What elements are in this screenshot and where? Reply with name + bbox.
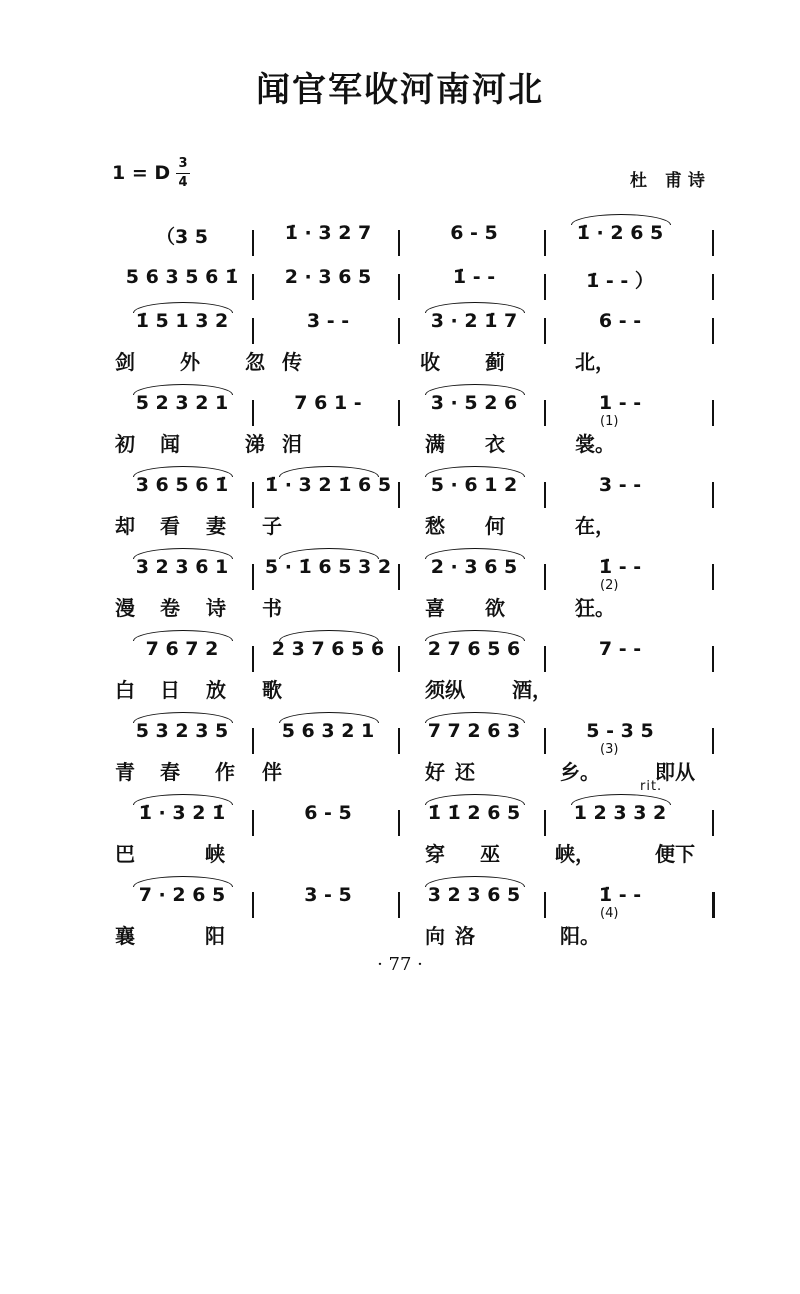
lyric-word: 北， <box>575 350 615 374</box>
lyric-word: 穿 <box>425 842 445 866</box>
measure <box>404 288 544 348</box>
measure-notes: 3 - - <box>598 474 642 496</box>
ritardando-mark: rit. <box>640 779 663 794</box>
lyric-word: 剑 <box>115 350 135 374</box>
barline <box>398 728 400 754</box>
measure <box>112 452 252 512</box>
measure-notes: 3 6 5 6 1̇ <box>135 474 229 496</box>
measure <box>258 616 398 676</box>
lyric-word: 看 <box>160 514 180 538</box>
lyric-word: 在， <box>575 514 615 538</box>
barline <box>252 318 254 344</box>
lyric-word: 阳。 <box>560 924 600 948</box>
lyric-word: 衣 <box>485 432 505 456</box>
measure-notes: （3 5 <box>155 226 209 248</box>
measure <box>258 698 398 758</box>
measure-notes: 1̇ · 3 2 1̇ <box>138 802 226 824</box>
lyric-word: 喜 <box>425 596 445 620</box>
measure <box>258 370 398 430</box>
barline <box>398 482 400 508</box>
score-row <box>0 288 800 348</box>
footnote-marker: (2) <box>600 578 619 593</box>
lyric-word: 作 <box>215 760 235 784</box>
measure <box>404 780 544 840</box>
measure <box>550 452 690 512</box>
lyric-word: 襄 <box>115 924 135 948</box>
score-row <box>0 370 800 430</box>
lyric-word: 泪 <box>282 432 302 456</box>
measure <box>550 862 690 922</box>
measure-notes: 7 7 2 6 3 <box>427 720 521 742</box>
measure <box>550 698 690 758</box>
score-row <box>0 862 800 922</box>
measure-notes: 2 · 3 6 5 <box>284 266 372 288</box>
barline <box>544 892 546 918</box>
lyric-word: 愁 <box>425 514 445 538</box>
measure-notes: 6 - 5 <box>450 222 498 244</box>
measure <box>550 616 690 676</box>
measure-notes: 3 - 5 <box>304 884 352 906</box>
lyric-word: 酒， <box>512 678 552 702</box>
lyric-word: 何 <box>485 514 505 538</box>
measure-notes: 7 · 2 6 5 <box>138 884 226 906</box>
measure <box>258 780 398 840</box>
barline <box>712 482 714 508</box>
measure <box>550 534 690 594</box>
barline <box>544 646 546 672</box>
measure-notes: 5 2 3 2 1 <box>135 392 229 414</box>
measure-notes: 3 · 5 2 6 <box>430 392 518 414</box>
measure <box>112 780 252 840</box>
lyric-word: 放 <box>206 678 226 702</box>
lyric-word: 妻 <box>206 514 226 538</box>
lyric-word: 忽 <box>245 350 265 374</box>
barline <box>252 892 254 918</box>
lyric-word: 漫 <box>115 596 135 620</box>
lyric-word: 外 <box>180 350 200 374</box>
measure-notes: 2 7 6 5 6 <box>427 638 521 660</box>
lyric-word: 诗 <box>206 596 226 620</box>
lyric-word: 向 <box>425 924 445 948</box>
measure <box>404 862 544 922</box>
measure-notes: 2 3 7 6 5 6 <box>271 638 385 660</box>
lyric-word: 却 <box>115 514 135 538</box>
lyric-word: 日 <box>160 678 180 702</box>
score-row <box>0 780 800 840</box>
author-credit: 杜 甫诗 <box>630 171 711 191</box>
lyric-line <box>0 906 800 950</box>
score-row <box>0 616 800 676</box>
measure-notes: 3 - - <box>306 310 350 332</box>
score-row <box>0 698 800 758</box>
measure-notes: 5 · 1̇ 6 5 3 2 <box>264 556 392 578</box>
measure-notes: 1̇ - - <box>452 266 496 288</box>
score-row <box>0 452 800 512</box>
lyric-word: 春 <box>160 760 180 784</box>
measure-notes: 1̇ · 2 6 5 <box>576 222 664 244</box>
measure-notes: 6 - 5 <box>304 802 352 824</box>
measure <box>404 698 544 758</box>
lyric-word: 峡 <box>205 842 225 866</box>
lyric-word: 还 <box>455 760 475 784</box>
measure-notes: 1̇ - - <box>598 884 642 906</box>
lyric-word: 歌 <box>262 678 282 702</box>
barline <box>544 482 546 508</box>
measure-notes: 1̇ - - <box>598 556 642 578</box>
song-title: 闻官军收河南河北 <box>256 70 544 110</box>
lyric-word: 青 <box>115 760 135 784</box>
lyric-word: 洛 <box>455 924 475 948</box>
measure-notes: 7 - - <box>598 638 642 660</box>
lyric-word: 须纵 <box>425 678 465 702</box>
lyric-word: 便下 <box>655 842 695 866</box>
measure-notes: 3 2 3 6 5 <box>427 884 521 906</box>
measure <box>258 452 398 512</box>
measure <box>112 534 252 594</box>
measure <box>258 862 398 922</box>
lyric-word: 巫 <box>480 842 500 866</box>
barline <box>398 318 400 344</box>
footnote-marker: (3) <box>600 742 619 757</box>
barline <box>398 400 400 426</box>
time-signature-bottom: 4 <box>178 175 188 190</box>
barline <box>712 810 714 836</box>
barline <box>712 728 714 754</box>
page-number: · 77 · <box>377 954 423 975</box>
measure <box>550 780 690 840</box>
measure-notes: 1 - - <box>598 392 642 414</box>
footnote-marker: (1) <box>600 414 619 429</box>
lyric-word: 峡， <box>555 842 595 866</box>
barline <box>398 892 400 918</box>
barline <box>712 318 714 344</box>
lyric-word: 狂。 <box>575 596 615 620</box>
lyric-word: 裳。 <box>575 432 615 456</box>
lyric-word: 伴 <box>262 760 282 784</box>
measure <box>112 370 252 430</box>
lyric-word: 巴 <box>115 842 135 866</box>
lyric-word: 子 <box>262 514 282 538</box>
measure-notes: 5 · 6 1 2 <box>430 474 518 496</box>
measure <box>404 534 544 594</box>
lyric-word: 蓟 <box>485 350 505 374</box>
measure <box>258 288 398 348</box>
measure <box>550 370 690 430</box>
measure-notes: 5 6 3 2 1 <box>281 720 375 742</box>
measure <box>112 862 252 922</box>
measure <box>112 616 252 676</box>
measure <box>404 370 544 430</box>
barline <box>544 318 546 344</box>
measure-notes: 5 - 3 5 <box>586 720 654 742</box>
lyric-word: 满 <box>425 432 445 456</box>
measure-notes: 1̇ - - ） <box>586 270 654 292</box>
lyric-word: 乡。 <box>560 760 600 784</box>
barline <box>252 728 254 754</box>
footnote-marker: (4) <box>600 906 619 921</box>
lyric-word: 传 <box>282 350 302 374</box>
measure-notes: 3 2 3 6 1 <box>135 556 229 578</box>
lyric-word: 涕 <box>245 432 265 456</box>
measure-notes: 7 6 7 2 <box>145 638 219 660</box>
barline <box>398 810 400 836</box>
final-barline <box>712 892 715 918</box>
measure <box>404 452 544 512</box>
score-row <box>0 534 800 594</box>
barline <box>712 646 714 672</box>
measure <box>404 616 544 676</box>
barline <box>398 646 400 672</box>
measure <box>112 698 252 758</box>
barline <box>544 728 546 754</box>
measure-notes: 5 6 3 5 6 1̇ <box>125 266 239 288</box>
measure-notes: 1̇ · 3 2 1̇ 6 5 <box>264 474 392 496</box>
measure-notes: 1̇ 1̇ 2 6 5 <box>427 802 521 824</box>
measure-notes: 1̇ 5 1 3 2 <box>135 310 229 332</box>
key-signature: 1 = D <box>112 162 171 184</box>
barline <box>544 810 546 836</box>
measure <box>258 534 398 594</box>
lyric-word: 好 <box>425 760 445 784</box>
lyric-word: 收 <box>420 350 440 374</box>
barline <box>712 400 714 426</box>
lyric-word: 初 <box>115 432 135 456</box>
lyric-word: 欲 <box>485 596 505 620</box>
lyric-word: 书 <box>262 596 282 620</box>
lyric-word: 卷 <box>160 596 180 620</box>
measure-notes: 6 - - <box>598 310 642 332</box>
measure-notes: 3 · 2 1̇ 7 <box>430 310 518 332</box>
barline <box>252 400 254 426</box>
barline <box>712 564 714 590</box>
lyric-word: 白 <box>115 678 135 702</box>
barline <box>252 564 254 590</box>
measure <box>550 288 690 348</box>
measure-notes: 2 · 3 6 5 <box>430 556 518 578</box>
barline <box>252 810 254 836</box>
barline <box>544 564 546 590</box>
time-signature <box>176 155 190 192</box>
barline <box>252 646 254 672</box>
lyric-word: 阳 <box>205 924 225 948</box>
barline <box>398 564 400 590</box>
measure <box>112 288 252 348</box>
lyric-word: 即从 <box>655 760 695 784</box>
measure-notes: 5 3 2 3 5 <box>135 720 229 742</box>
measure-notes: 1 2 3 3 2 <box>573 802 667 824</box>
measure-notes: 7 6 1 - <box>294 392 362 414</box>
barline <box>252 482 254 508</box>
barline <box>544 400 546 426</box>
time-signature-top: 3 <box>178 156 188 171</box>
lyric-word: 闻 <box>160 432 180 456</box>
measure-notes: 1̇ · 3 2 7 <box>284 222 372 244</box>
